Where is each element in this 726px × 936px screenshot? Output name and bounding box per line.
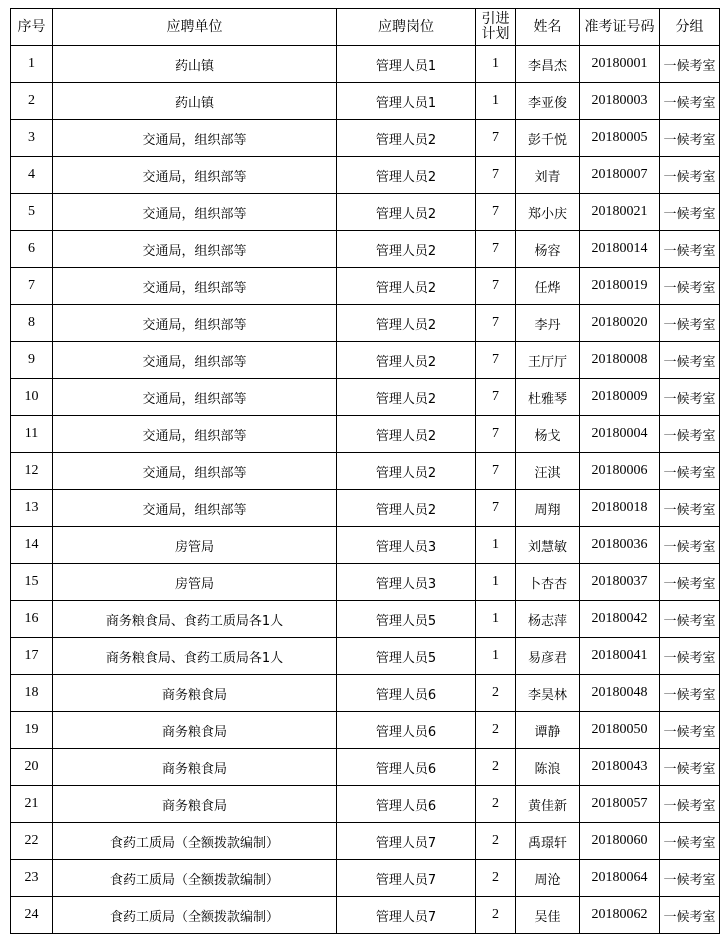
table-row [11, 342, 720, 379]
cell-group: 一候考室 [660, 453, 720, 490]
cell-group: 一候考室 [660, 46, 720, 83]
table-row [11, 231, 720, 268]
cell-plan: 2 [476, 860, 516, 897]
cell-index: 15 [11, 564, 53, 601]
cell-index: 14 [11, 527, 53, 564]
cell-group: 一候考室 [660, 120, 720, 157]
cell-group: 一候考室 [660, 712, 720, 749]
cell-unit: 交通局，组织部等 [53, 268, 337, 305]
table-row [11, 194, 720, 231]
cell-plan: 7 [476, 268, 516, 305]
cell-position: 管理人员2 [337, 305, 476, 342]
header-unit: 应聘单位 [53, 9, 337, 46]
table-row [11, 564, 720, 601]
cell-position: 管理人员2 [337, 490, 476, 527]
cell-index: 8 [11, 305, 53, 342]
cell-position: 管理人员5 [337, 601, 476, 638]
cell-plan: 2 [476, 749, 516, 786]
cell-plan: 2 [476, 823, 516, 860]
cell-unit: 药山镇 [53, 83, 337, 120]
table-row [11, 638, 720, 675]
table-row [11, 379, 720, 416]
cell-position: 管理人员2 [337, 120, 476, 157]
cell-group: 一候考室 [660, 897, 720, 934]
cell-ticket-number: 20180050 [580, 712, 660, 749]
cell-group: 一候考室 [660, 675, 720, 712]
cell-index: 2 [11, 83, 53, 120]
cell-plan: 7 [476, 490, 516, 527]
cell-group: 一候考室 [660, 157, 720, 194]
cell-unit: 食药工质局（全额拨款编制） [53, 823, 337, 860]
cell-group: 一候考室 [660, 564, 720, 601]
cell-group: 一候考室 [660, 342, 720, 379]
cell-plan: 2 [476, 712, 516, 749]
cell-index: 21 [11, 786, 53, 823]
cell-position: 管理人员2 [337, 416, 476, 453]
cell-unit: 交通局，组织部等 [53, 194, 337, 231]
cell-ticket-number: 20180008 [580, 342, 660, 379]
table-row [11, 712, 720, 749]
cell-group: 一候考室 [660, 305, 720, 342]
cell-position: 管理人员1 [337, 83, 476, 120]
cell-plan: 2 [476, 786, 516, 823]
table-row [11, 823, 720, 860]
table-row [11, 897, 720, 934]
cell-ticket-number: 20180057 [580, 786, 660, 823]
cell-unit: 交通局，组织部等 [53, 231, 337, 268]
cell-ticket-number: 20180001 [580, 46, 660, 83]
cell-ticket-number: 20180060 [580, 823, 660, 860]
cell-name: 黄佳新 [516, 786, 580, 823]
cell-group: 一候考室 [660, 268, 720, 305]
cell-plan: 7 [476, 305, 516, 342]
cell-name: 吴佳 [516, 897, 580, 934]
cell-position: 管理人员2 [337, 157, 476, 194]
cell-group: 一候考室 [660, 194, 720, 231]
table-row [11, 786, 720, 823]
cell-index: 9 [11, 342, 53, 379]
cell-name: 王厅厅 [516, 342, 580, 379]
cell-name: 陈浪 [516, 749, 580, 786]
cell-unit: 交通局，组织部等 [53, 416, 337, 453]
cell-position: 管理人员2 [337, 342, 476, 379]
cell-name: 杨容 [516, 231, 580, 268]
cell-index: 7 [11, 268, 53, 305]
cell-ticket-number: 20180007 [580, 157, 660, 194]
header-ticket-number: 准考证号码 [580, 9, 660, 46]
cell-ticket-number: 20180014 [580, 231, 660, 268]
cell-plan: 1 [476, 46, 516, 83]
cell-plan: 2 [476, 675, 516, 712]
table-row [11, 490, 720, 527]
cell-unit: 交通局，组织部等 [53, 342, 337, 379]
cell-name: 刘慧敏 [516, 527, 580, 564]
cell-name: 汪淇 [516, 453, 580, 490]
cell-unit: 交通局，组织部等 [53, 157, 337, 194]
cell-group: 一候考室 [660, 231, 720, 268]
cell-index: 1 [11, 46, 53, 83]
header-index: 序号 [11, 9, 53, 46]
cell-position: 管理人员2 [337, 453, 476, 490]
table-row [11, 157, 720, 194]
cell-name: 杨戈 [516, 416, 580, 453]
cell-name: 彭千悦 [516, 120, 580, 157]
cell-position: 管理人员3 [337, 564, 476, 601]
cell-name: 李亚俊 [516, 83, 580, 120]
cell-unit: 交通局，组织部等 [53, 120, 337, 157]
cell-plan: 1 [476, 601, 516, 638]
cell-position: 管理人员2 [337, 231, 476, 268]
cell-plan: 1 [476, 83, 516, 120]
cell-plan: 1 [476, 564, 516, 601]
cell-unit: 商务粮食局 [53, 675, 337, 712]
cell-plan: 7 [476, 416, 516, 453]
cell-plan: 2 [476, 897, 516, 934]
table-row [11, 749, 720, 786]
cell-name: 李昊林 [516, 675, 580, 712]
cell-unit: 交通局，组织部等 [53, 305, 337, 342]
cell-ticket-number: 20180020 [580, 305, 660, 342]
cell-ticket-number: 20180021 [580, 194, 660, 231]
cell-index: 20 [11, 749, 53, 786]
cell-plan: 7 [476, 379, 516, 416]
cell-ticket-number: 20180019 [580, 268, 660, 305]
cell-name: 任烨 [516, 268, 580, 305]
cell-group: 一候考室 [660, 83, 720, 120]
table-row [11, 601, 720, 638]
cell-ticket-number: 20180062 [580, 897, 660, 934]
header-row [11, 9, 720, 46]
cell-group: 一候考室 [660, 490, 720, 527]
cell-position: 管理人员2 [337, 194, 476, 231]
cell-name: 郑小庆 [516, 194, 580, 231]
cell-name: 卜杏杏 [516, 564, 580, 601]
cell-ticket-number: 20180064 [580, 860, 660, 897]
cell-position: 管理人员2 [337, 379, 476, 416]
cell-group: 一候考室 [660, 749, 720, 786]
cell-plan: 7 [476, 157, 516, 194]
table-row [11, 120, 720, 157]
cell-position: 管理人员5 [337, 638, 476, 675]
cell-position: 管理人员2 [337, 268, 476, 305]
table-row [11, 675, 720, 712]
cell-position: 管理人员3 [337, 527, 476, 564]
cell-index: 19 [11, 712, 53, 749]
cell-index: 11 [11, 416, 53, 453]
cell-plan: 7 [476, 342, 516, 379]
cell-group: 一候考室 [660, 786, 720, 823]
cell-unit: 商务粮食局 [53, 786, 337, 823]
cell-index: 17 [11, 638, 53, 675]
cell-plan: 7 [476, 194, 516, 231]
table-row [11, 83, 720, 120]
exam-roster-table [10, 8, 720, 934]
table-row [11, 416, 720, 453]
cell-index: 10 [11, 379, 53, 416]
cell-ticket-number: 20180006 [580, 453, 660, 490]
cell-index: 4 [11, 157, 53, 194]
cell-name: 李昌杰 [516, 46, 580, 83]
cell-index: 18 [11, 675, 53, 712]
cell-position: 管理人员7 [337, 897, 476, 934]
cell-name: 刘青 [516, 157, 580, 194]
cell-ticket-number: 20180009 [580, 379, 660, 416]
cell-ticket-number: 20180004 [580, 416, 660, 453]
cell-plan: 7 [476, 120, 516, 157]
cell-group: 一候考室 [660, 860, 720, 897]
cell-group: 一候考室 [660, 527, 720, 564]
cell-unit: 交通局，组织部等 [53, 453, 337, 490]
cell-unit: 商务粮食局、食药工质局各1人 [53, 601, 337, 638]
cell-group: 一候考室 [660, 601, 720, 638]
cell-position: 管理人员6 [337, 675, 476, 712]
cell-index: 3 [11, 120, 53, 157]
cell-position: 管理人员1 [337, 46, 476, 83]
cell-position: 管理人员7 [337, 860, 476, 897]
cell-position: 管理人员6 [337, 749, 476, 786]
table-row [11, 453, 720, 490]
cell-unit: 交通局，组织部等 [53, 379, 337, 416]
cell-name: 禹璟轩 [516, 823, 580, 860]
cell-name: 杜雅琴 [516, 379, 580, 416]
cell-unit: 商务粮食局 [53, 749, 337, 786]
table-row [11, 527, 720, 564]
cell-ticket-number: 20180005 [580, 120, 660, 157]
cell-name: 易彦君 [516, 638, 580, 675]
cell-unit: 药山镇 [53, 46, 337, 83]
cell-ticket-number: 20180048 [580, 675, 660, 712]
cell-group: 一候考室 [660, 379, 720, 416]
cell-unit: 商务粮食局、食药工质局各1人 [53, 638, 337, 675]
header-group: 分组 [660, 9, 720, 46]
cell-index: 16 [11, 601, 53, 638]
cell-index: 22 [11, 823, 53, 860]
cell-plan: 1 [476, 527, 516, 564]
cell-position: 管理人员7 [337, 823, 476, 860]
cell-group: 一候考室 [660, 823, 720, 860]
cell-name: 杨志萍 [516, 601, 580, 638]
cell-ticket-number: 20180042 [580, 601, 660, 638]
cell-name: 谭静 [516, 712, 580, 749]
cell-name: 周翔 [516, 490, 580, 527]
cell-ticket-number: 20180043 [580, 749, 660, 786]
cell-position: 管理人员6 [337, 712, 476, 749]
cell-name: 李丹 [516, 305, 580, 342]
cell-unit: 房管局 [53, 527, 337, 564]
cell-ticket-number: 20180036 [580, 527, 660, 564]
cell-index: 12 [11, 453, 53, 490]
cell-plan: 7 [476, 231, 516, 268]
cell-unit: 交通局，组织部等 [53, 490, 337, 527]
cell-plan: 1 [476, 638, 516, 675]
cell-name: 周沧 [516, 860, 580, 897]
cell-group: 一候考室 [660, 638, 720, 675]
cell-ticket-number: 20180003 [580, 83, 660, 120]
header-position: 应聘岗位 [337, 9, 476, 46]
cell-index: 23 [11, 860, 53, 897]
cell-index: 24 [11, 897, 53, 934]
cell-index: 13 [11, 490, 53, 527]
cell-unit: 食药工质局（全额拨款编制） [53, 897, 337, 934]
header-name: 姓名 [516, 9, 580, 46]
table-row [11, 860, 720, 897]
cell-unit: 商务粮食局 [53, 712, 337, 749]
cell-ticket-number: 20180041 [580, 638, 660, 675]
cell-group: 一候考室 [660, 416, 720, 453]
cell-index: 6 [11, 231, 53, 268]
header-plan: 引进计划 [476, 9, 516, 46]
table-row [11, 305, 720, 342]
table-row [11, 268, 720, 305]
cell-ticket-number: 20180018 [580, 490, 660, 527]
cell-index: 5 [11, 194, 53, 231]
table-row [11, 46, 720, 83]
cell-ticket-number: 20180037 [580, 564, 660, 601]
cell-position: 管理人员6 [337, 786, 476, 823]
cell-unit: 食药工质局（全额拨款编制） [53, 860, 337, 897]
cell-plan: 7 [476, 453, 516, 490]
cell-unit: 房管局 [53, 564, 337, 601]
